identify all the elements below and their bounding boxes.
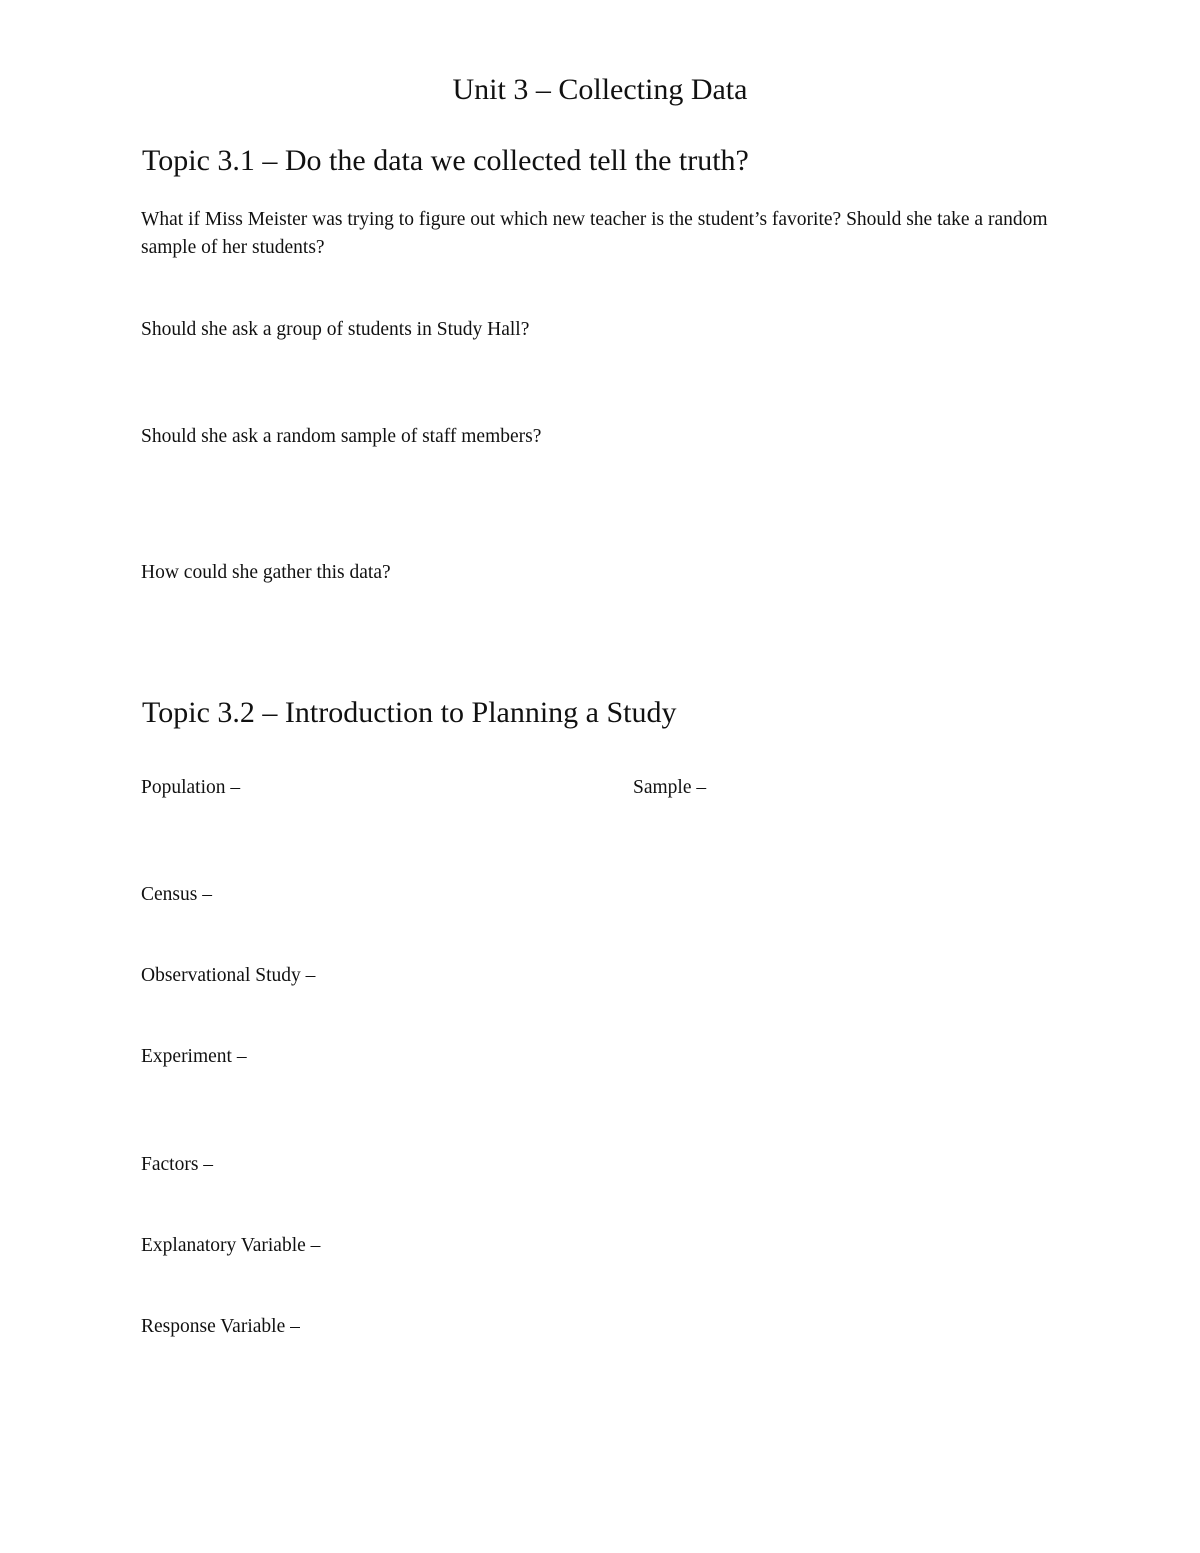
term-experiment: Experiment – <box>141 1046 247 1067</box>
term-observational-study: Observational Study – <box>141 965 316 986</box>
term-census: Census – <box>141 884 212 905</box>
term-sample: Sample – <box>633 777 707 798</box>
question-staff-members: Should she ask a random sample of staff members? <box>141 426 542 447</box>
topic-3-1-paragraph: What if Miss Meister was trying to figure out which new teacher is the student’s favorite? Should she take a random sample of her students? <box>141 209 1048 258</box>
topic-3-2-heading: Topic 3.2 – Introduction to Planning a Study <box>142 696 677 729</box>
question-study-hall: Should she ask a group of students in Study Hall? <box>141 319 530 340</box>
term-explanatory-variable: Explanatory Variable – <box>141 1235 321 1256</box>
question-gather-data: How could she gather this data? <box>141 562 391 583</box>
term-response-variable: Response Variable – <box>141 1316 300 1337</box>
topic-3-1-heading: Topic 3.1 – Do the data we collected tell the truth? <box>142 144 749 177</box>
term-factors: Factors – <box>141 1154 214 1175</box>
page-title: Unit 3 – Collecting Data <box>452 73 748 106</box>
term-population: Population – <box>141 777 241 798</box>
